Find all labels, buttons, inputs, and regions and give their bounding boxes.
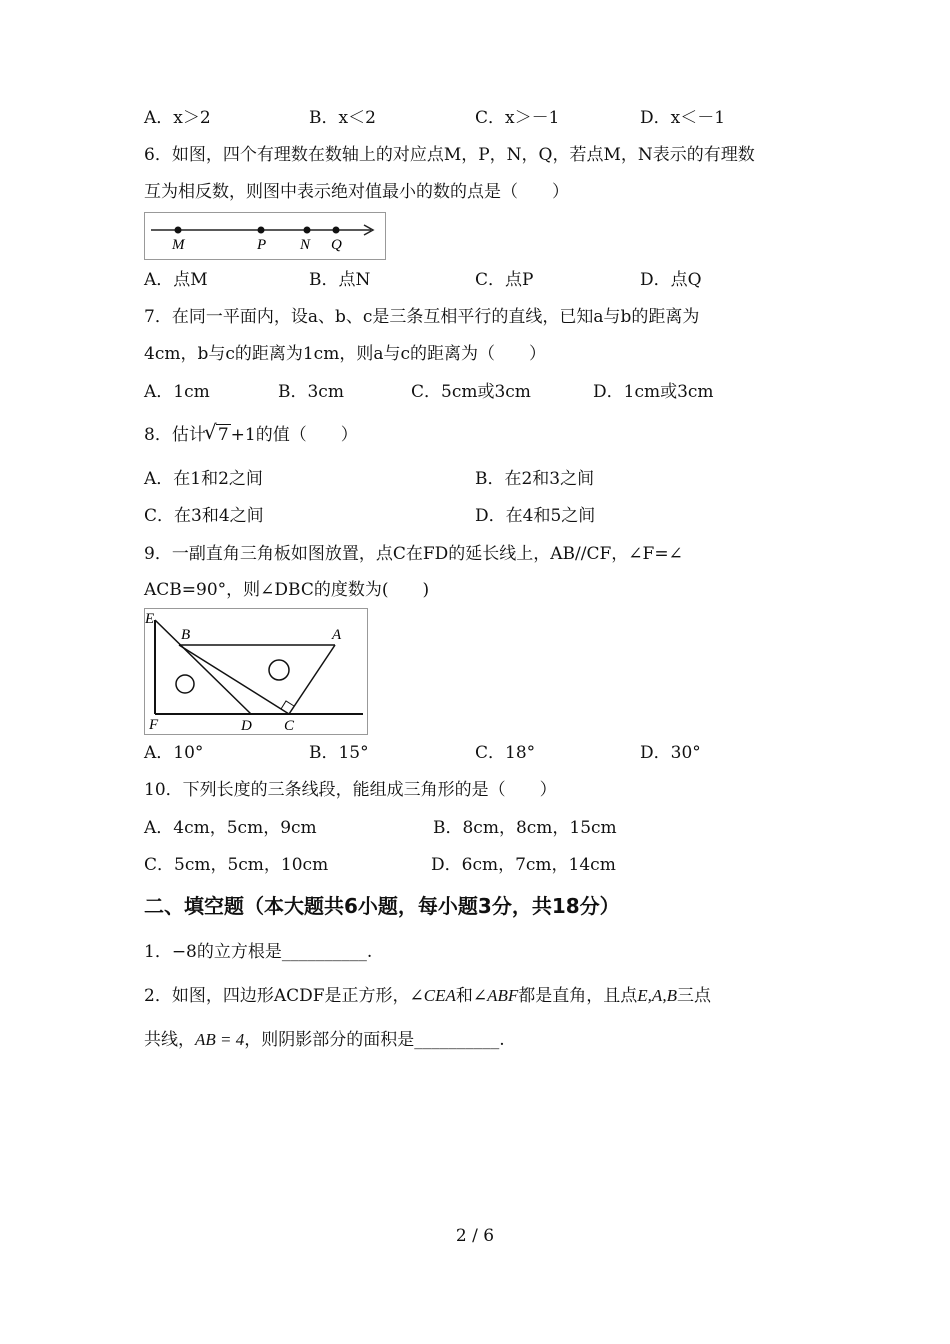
segment-bc (179, 645, 289, 714)
q8-radicand: 7 (217, 425, 229, 445)
label-b: B (181, 627, 191, 643)
point-n (304, 227, 311, 234)
equation-ab: AB = 4 (195, 1030, 245, 1049)
q8-option-a: A．在1和2之间 (144, 469, 263, 489)
segment-ed (155, 620, 251, 714)
q7-option-a: A．1cm (144, 382, 210, 402)
fill2-text-line2 (144, 1028, 505, 1052)
segment-ac (289, 645, 335, 714)
label-f: F (149, 717, 159, 733)
angle-cea: ∠CEA (409, 986, 456, 1005)
number-line-svg (145, 213, 385, 259)
point-q (333, 227, 340, 234)
q9-option-c: C．18° (475, 743, 536, 763)
section-heading: 二、填空题（本大题共6小题，每小题3分，共18分） (144, 894, 620, 918)
fill2-part-c: 三点 (676, 986, 711, 1006)
q9-text-line1: 9．一副直角三角板如图放置，点C在FD的延长线上，AB//CF，∠F=∠ (144, 544, 683, 564)
points-eab: E,A,B (637, 986, 677, 1005)
point-m (175, 227, 182, 234)
q5-option-d: D．x＜－1 (640, 108, 726, 128)
ruler-hole-left (176, 675, 194, 693)
q9-text-line2: ACB=90°，则∠DBC的度数为( ) (144, 580, 430, 600)
label-p: P (257, 237, 267, 253)
q9-option-b: B．15° (309, 743, 369, 763)
q7-option-c: C．5cm或3cm (411, 382, 531, 402)
q6-option-a: A．点M (144, 270, 208, 290)
q5-option-a: A．x＞2 (144, 108, 211, 128)
q6-option-c: C．点P (475, 270, 534, 290)
fill2-text-line1 (144, 984, 711, 1008)
label-c: C (284, 718, 295, 734)
q8-suffix: +1的值（ ） (230, 425, 358, 445)
number-line-figure (144, 212, 386, 260)
q7-text-line2: 4cm，b与c的距离为1cm，则a与c的距离为（ ） (144, 344, 546, 364)
q9-option-a: A．10° (144, 743, 204, 763)
label-n: N (300, 237, 311, 253)
triangle-set-svg (145, 609, 367, 734)
q10-option-d: D．6cm，7cm，14cm (431, 855, 616, 875)
q8-prefix: 8．估计 (144, 425, 206, 445)
q7-option-b: B．3cm (278, 382, 344, 402)
q10-option-c: C．5cm，5cm，10cm (144, 855, 329, 875)
q10-text: 10．下列长度的三条线段，能组成三角形的是（ ） (144, 780, 557, 800)
q8-text (144, 420, 358, 447)
triangle-set-figure (144, 608, 368, 735)
fill2-part-d: 共线， (144, 1030, 195, 1050)
label-d: D (241, 718, 252, 734)
right-angle-marker (281, 701, 294, 709)
q7-option-d: D．1cm或3cm (593, 382, 714, 402)
q10-option-b: B．8cm，8cm，15cm (433, 818, 617, 838)
fill2-part-e: ，则阴影部分的面积是__________. (244, 1030, 505, 1050)
sqrt-expression (203, 420, 231, 447)
q6-option-d: D．点Q (640, 270, 702, 290)
q7-text-line1: 7．在同一平面内，设a、b、c是三条互相平行的直线，已知a与b的距离为 (144, 307, 700, 327)
q8-option-d: D．在4和5之间 (475, 506, 596, 526)
q6-text-line1: 6．如图，四个有理数在数轴上的对应点M，P，N，Q，若点M，N表示的有理数 (144, 145, 755, 165)
q8-option-c: C．在3和4之间 (144, 506, 264, 526)
page-number: 2 / 6 (455, 1226, 495, 1246)
fill1-text: 1．−8的立方根是__________. (144, 942, 373, 962)
fill2-part-b: 都是直角，且点 (518, 986, 638, 1006)
label-q: Q (331, 237, 342, 253)
label-e: E (145, 611, 155, 627)
radical-sign-icon: √ (203, 420, 217, 444)
fill2-part-a: 2．如图，四边形ACDF是正方形， (144, 986, 410, 1006)
ruler-hole-right (269, 660, 289, 680)
label-m: M (172, 237, 185, 253)
point-p (258, 227, 265, 234)
label-a: A (332, 627, 342, 643)
q6-text-line2: 互为相反数，则图中表示绝对值最小的数的点是（ ） (144, 182, 569, 202)
q10-option-a: A．4cm，5cm，9cm (144, 818, 317, 838)
angle-abf: ∠ABF (472, 986, 519, 1005)
q9-option-d: D．30° (640, 743, 701, 763)
q8-option-b: B．在2和3之间 (475, 469, 595, 489)
q6-option-b: B．点N (309, 270, 371, 290)
q5-option-c: C．x＞－1 (475, 108, 560, 128)
q5-option-b: B．x＜2 (309, 108, 376, 128)
fill2-and: 和 (455, 986, 473, 1006)
